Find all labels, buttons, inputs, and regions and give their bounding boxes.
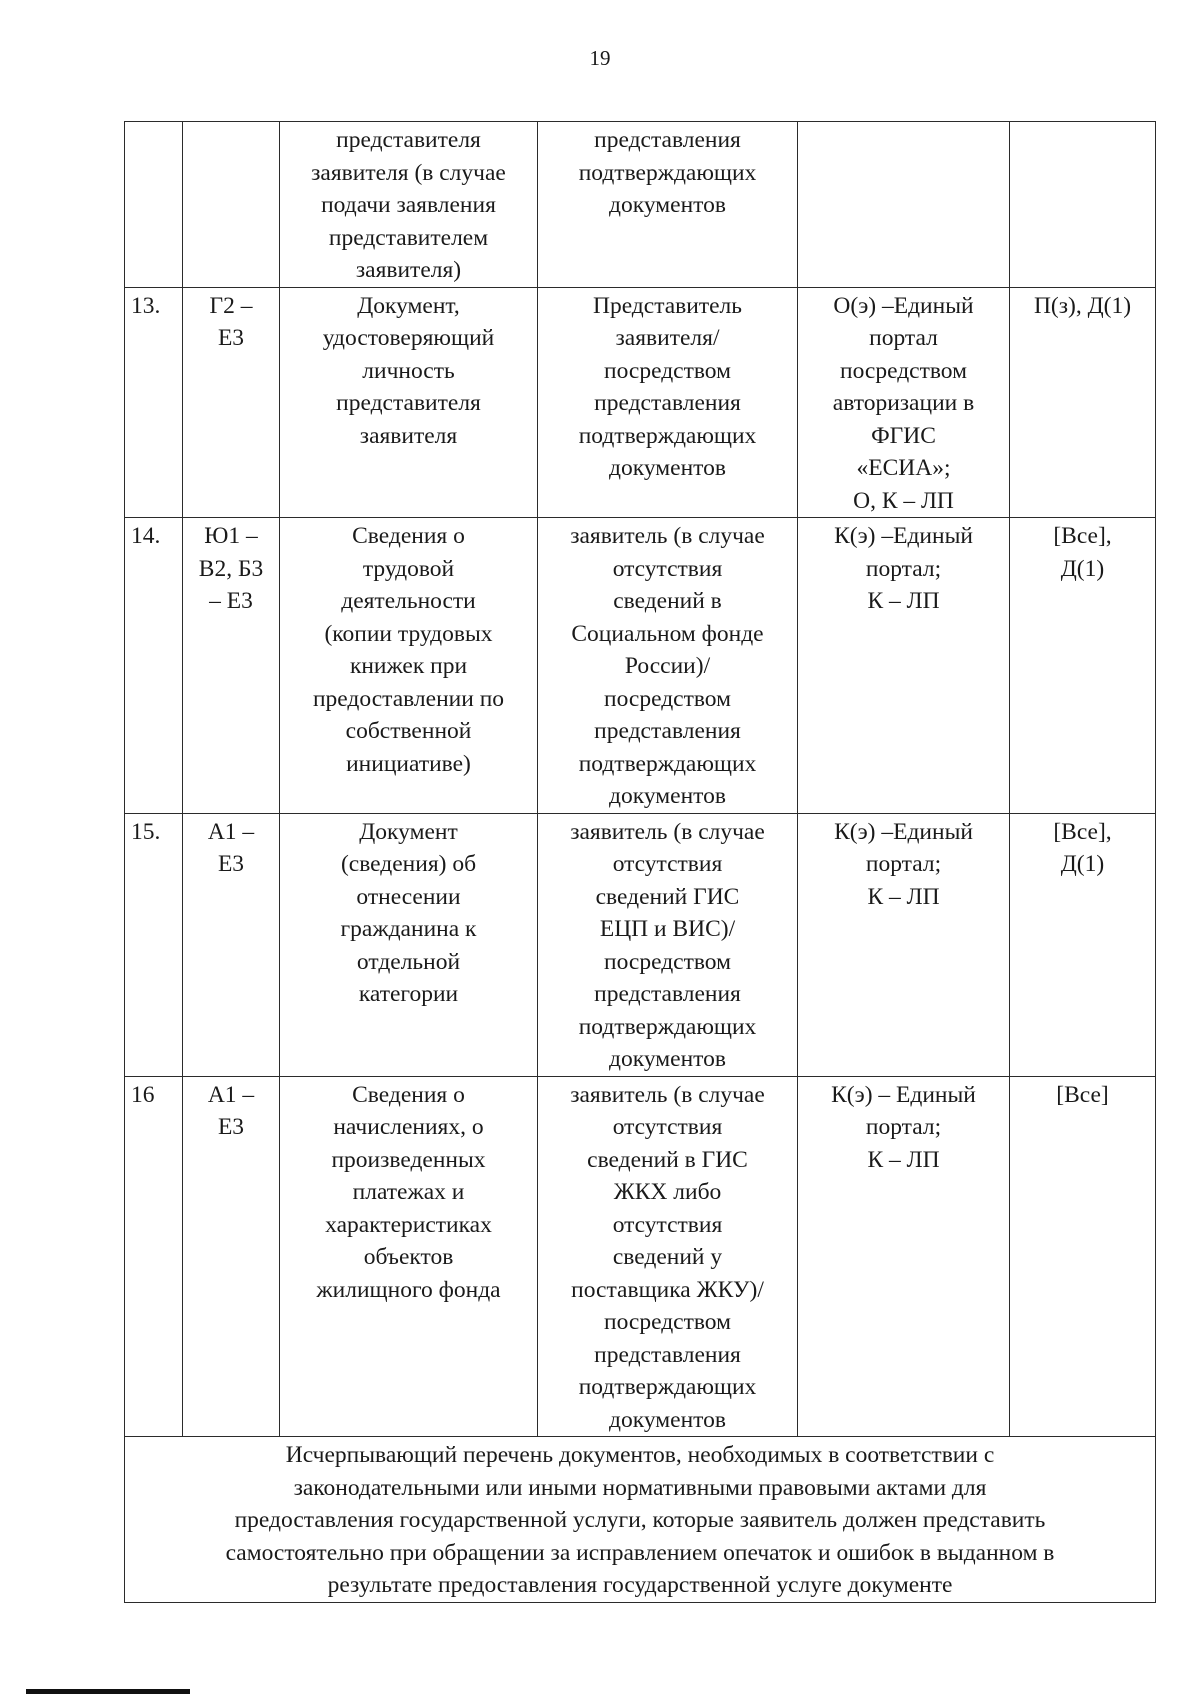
cell-submitter-line: представления <box>594 981 741 1007</box>
cell-number <box>125 518 183 814</box>
cell-submitter-line: документов <box>609 1406 726 1433</box>
cell-code <box>183 518 280 814</box>
cell-method-line: К – ЛП <box>867 588 940 614</box>
footer-line: законодательными или иными нормативными правовыми актами для <box>293 1474 987 1501</box>
cell-code-line: В2, Б3 <box>198 555 264 582</box>
cell-code-line: Ю1 – <box>204 523 258 549</box>
table-row <box>125 518 1156 814</box>
cell-submitter <box>538 1076 798 1437</box>
cell-code-line: Г2 – <box>209 292 253 319</box>
cell-document-line: Документ <box>359 818 458 845</box>
cell-document-line: удостоверяющий <box>322 325 495 351</box>
cell-document-line: (сведения) об <box>340 851 477 877</box>
cell-code <box>183 813 280 1076</box>
cell-submitter-line: сведений в <box>613 588 722 614</box>
cell-submitter <box>538 518 798 814</box>
cell-method-line: портал; <box>865 555 942 582</box>
cell-submitter-line: подтверждающих <box>578 159 757 186</box>
cell-document-line: заявителя) <box>355 257 462 283</box>
cell-method-line: О(э) –Единый <box>833 292 974 319</box>
cell-document-line: гражданина к <box>340 916 477 942</box>
table-row <box>125 122 1156 288</box>
cell-submitter-line: документов <box>609 455 726 481</box>
cell-submitter-line: поставщика ЖКУ)/ <box>571 1276 764 1303</box>
cell-note <box>1010 813 1156 1076</box>
cell-submitter-line: заявитель (в случае <box>570 523 765 549</box>
cell-method-line: портал; <box>865 1114 942 1140</box>
cell-submitter-line: подтверждающих <box>578 1374 757 1400</box>
cell-document-line: представителем <box>328 224 489 251</box>
cell-document-line: книжек при <box>349 653 468 679</box>
documents-table-body <box>125 122 1156 1437</box>
cell-note-line: [Все], <box>1053 523 1112 549</box>
cell-method-line: портал <box>869 325 938 351</box>
cell-code-line: – Е3 <box>209 588 253 614</box>
cell-method-line: О, К – ЛП <box>853 487 954 514</box>
row-number: 14. <box>131 523 161 549</box>
table-row <box>125 287 1156 518</box>
footer-line: результате предоставления государственной услуге документе <box>327 1572 953 1598</box>
cell-note-line: [Все], <box>1053 818 1112 845</box>
cell-document-line: заявителя <box>359 422 458 449</box>
cell-submitter-line: документов <box>609 192 726 218</box>
cell-note <box>1010 518 1156 814</box>
cell-method <box>798 813 1010 1076</box>
documents-table <box>124 121 1156 1603</box>
cell-submitter <box>538 287 798 518</box>
cell-code-line: Е3 <box>217 1114 245 1140</box>
page-number: 19 <box>589 46 611 70</box>
cell-document-line: начислениях, о <box>333 1114 484 1140</box>
cell-code-line: А1 – <box>207 1081 255 1108</box>
cell-code <box>183 287 280 518</box>
cell-submitter-line: ЕЦП и ВИС)/ <box>599 916 736 942</box>
cell-submitter-line: сведений у <box>612 1244 723 1270</box>
cell-method <box>798 122 1010 288</box>
cell-submitter-line: посредством <box>604 1309 731 1335</box>
cell-document-line: Сведения о <box>352 523 465 549</box>
footer-line: Исчерпывающий перечень документов, необходимых в соответствии с <box>285 1442 995 1468</box>
cell-method <box>798 287 1010 518</box>
footer-cell <box>125 1437 1156 1603</box>
cell-method-line: К(э) – Единый <box>831 1081 976 1108</box>
cell-document-line: инициативе) <box>346 750 471 777</box>
cell-document-line: собственной <box>345 718 472 744</box>
cell-document-line: объектов <box>363 1244 454 1270</box>
cell-submitter-line: сведений в ГИС <box>587 1146 748 1173</box>
cell-note <box>1010 287 1156 518</box>
cell-document-line: личность <box>362 357 455 384</box>
cell-document-line: Документ, <box>357 292 460 319</box>
cell-code <box>183 122 280 288</box>
cell-code <box>183 1076 280 1437</box>
cell-note-line: Д(1) <box>1060 851 1105 877</box>
footer-row <box>125 1437 1156 1603</box>
cell-method-line: «ЕСИА»; <box>856 455 951 481</box>
cell-note <box>1010 1076 1156 1437</box>
cell-number <box>125 813 183 1076</box>
cell-document-line: предоставлении по <box>312 685 505 712</box>
cell-document <box>280 287 538 518</box>
cell-method-line: ФГИС <box>871 422 936 449</box>
cell-submitter-line: заявителя/ <box>615 325 720 351</box>
cell-method <box>798 518 1010 814</box>
footer-line: предоставления государственной услуги, которые заявитель должен представить <box>234 1507 1046 1533</box>
cell-document-line: Сведения о <box>352 1081 465 1108</box>
cell-submitter-line: отсутствия <box>612 555 723 582</box>
cell-method-line: К – ЛП <box>867 1146 940 1173</box>
cell-note-line: Д(1) <box>1060 555 1105 582</box>
cell-number <box>125 1076 183 1437</box>
cell-submitter-line: Социальном фонде <box>571 620 764 647</box>
cell-submitter-line: сведений ГИС <box>595 883 740 910</box>
cell-submitter-line: России)/ <box>624 653 711 679</box>
cell-method-line: портал; <box>865 851 942 877</box>
cell-document-line: отдельной <box>356 948 461 975</box>
cell-submitter-line: подтверждающих <box>578 1013 757 1040</box>
cell-submitter-line: отсутствия <box>612 1211 723 1238</box>
table-row <box>125 813 1156 1076</box>
table-row <box>125 1076 1156 1437</box>
cell-submitter <box>538 122 798 288</box>
cell-document-line: подачи заявления <box>321 192 496 218</box>
cell-document-line: платежах и <box>352 1179 465 1205</box>
documents-table-footer <box>125 1437 1156 1603</box>
cell-submitter-line: отсутствия <box>612 851 723 877</box>
cell-submitter-line: посредством <box>604 948 731 975</box>
cell-note <box>1010 122 1156 288</box>
cell-document <box>280 1076 538 1437</box>
cell-submitter <box>538 813 798 1076</box>
cell-document-line: заявителя (в случае <box>311 159 506 186</box>
footer-line: самостоятельно при обращении за исправлением опечаток и ошибок в выданном в <box>225 1539 1055 1566</box>
cell-note-line: П(з), Д(1) <box>1033 292 1132 319</box>
cell-submitter-line: документов <box>609 783 726 809</box>
cell-document-line: представителя <box>336 127 481 153</box>
cell-submitter-line: подтверждающих <box>578 422 757 449</box>
cell-method-line: авторизации в <box>832 390 975 416</box>
cell-document-line: деятельности <box>341 588 476 614</box>
cell-document <box>280 122 538 288</box>
cell-document-line: характеристиках <box>325 1211 492 1238</box>
cell-document-line: представителя <box>336 390 481 416</box>
signature-underline <box>26 1689 190 1694</box>
cell-submitter-line: посредством <box>604 357 731 384</box>
cell-document-line: (копии трудовых <box>324 620 493 647</box>
cell-submitter-line: отсутствия <box>612 1114 723 1140</box>
cell-document-line: произведенных <box>331 1146 486 1173</box>
cell-submitter-line: представления <box>594 127 741 153</box>
cell-document-line: отнесении <box>356 883 461 910</box>
cell-code-line: А1 – <box>207 818 255 845</box>
cell-document <box>280 813 538 1076</box>
cell-method-line: К(э) –Единый <box>834 818 973 845</box>
cell-method-line: К – ЛП <box>867 883 940 910</box>
cell-code-line: Е3 <box>217 851 245 877</box>
cell-document-line: жилищного фонда <box>316 1276 501 1303</box>
row-number: 13. <box>131 292 161 319</box>
cell-note-line: [Все] <box>1056 1081 1109 1108</box>
cell-submitter-line: посредством <box>604 685 731 712</box>
cell-code-line: Е3 <box>217 325 245 351</box>
cell-submitter-line: заявитель (в случае <box>570 818 765 845</box>
cell-method-line: К(э) –Единый <box>834 523 973 549</box>
cell-document-line: трудовой <box>362 555 455 582</box>
cell-document-line: категории <box>358 981 459 1007</box>
cell-submitter-line: заявитель (в случае <box>570 1081 765 1108</box>
cell-submitter-line: представления <box>594 1341 741 1368</box>
cell-number <box>125 122 183 288</box>
row-number: 15. <box>131 818 161 845</box>
cell-submitter-line: представления <box>594 390 741 416</box>
cell-number <box>125 287 183 518</box>
cell-submitter-line: документов <box>609 1046 726 1072</box>
cell-submitter-line: подтверждающих <box>578 750 757 777</box>
cell-submitter-line: представления <box>594 718 741 744</box>
cell-submitter-line: ЖКХ либо <box>613 1179 722 1205</box>
cell-method <box>798 1076 1010 1437</box>
cell-submitter-line: Представитель <box>592 292 743 319</box>
row-number: 16 <box>131 1081 155 1108</box>
cell-method-line: посредством <box>840 357 967 384</box>
cell-document <box>280 518 538 814</box>
